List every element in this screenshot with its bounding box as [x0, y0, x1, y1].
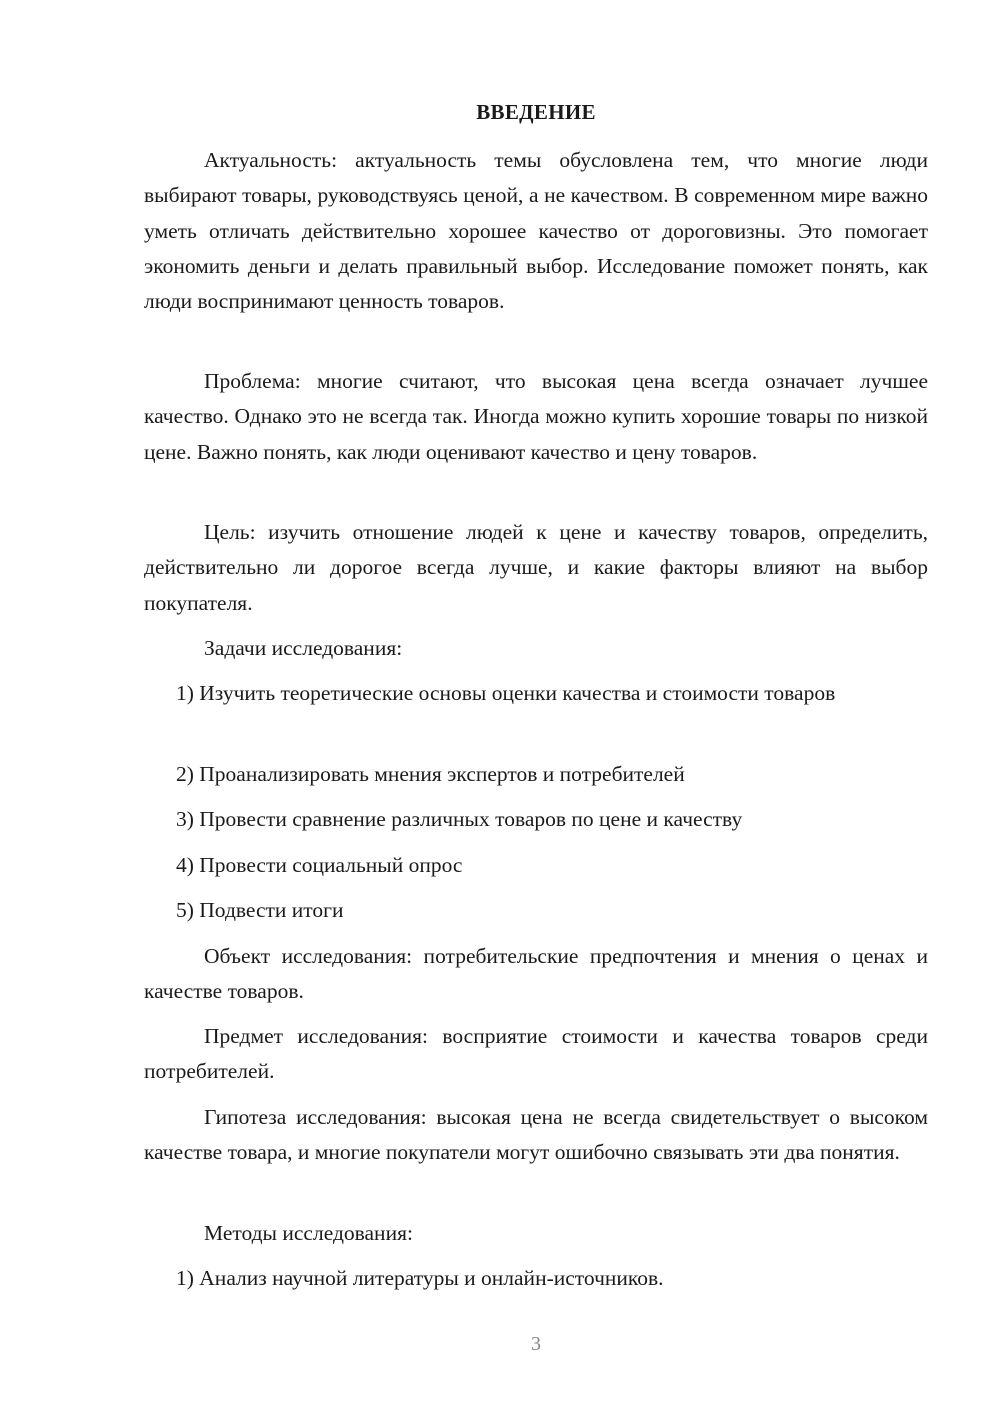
page-title: ВВЕДЕНИЕ [476, 100, 596, 124]
methods-title: Методы исследования: [204, 1221, 413, 1245]
paragraph-hypothesis: Гипотеза исследования: высокая цена не всегда свидетельствует о высоком качестве товара, и многие покупатели могут ошибочно связывать эти два понятия. [144, 1105, 928, 1165]
paragraph-subject: Предмет исследования: восприятие стоимости и качества товаров среди потребителей. [144, 1024, 928, 1084]
list-item-task-1: 1) Изучить теоретические основы оценки качества и стоимости товаров [176, 681, 836, 705]
tasks-title: Задачи исследования: [204, 636, 403, 660]
paragraph-goal: Цель: изучить отношение людей к цене и качеству товаров, определить, действительно ли дорогое всегда лучше, и какие факторы влияют на выбор покупателя. [144, 520, 928, 615]
paragraph-object: Объект исследования: потребительские предпочтения и мнения о ценах и качестве товаров. [144, 944, 928, 1004]
list-item-task-5: 5) Подвести итоги [176, 898, 344, 922]
page-number: 3 [531, 1333, 541, 1355]
list-item-task-3: 3) Провести сравнение различных товаров по цене и качеству [176, 807, 743, 831]
list-item-task-4: 4) Провести социальный опрос [176, 853, 463, 877]
list-item-method-1: 1) Анализ научной литературы и онлайн-источников. [176, 1266, 664, 1290]
list-item-task-2: 2) Проанализировать мнения экспертов и потребителей [176, 762, 685, 786]
paragraph-relevance: Актуальность: актуальность темы обусловлена тем, что многие люди выбирают товары, руководствуясь ценой, а не качеством. В современном мире важно уметь отличать действительно хорошее качество от дороговизны. Это помогает экономить деньги и делать правильный выбор. Исследование поможет понять, как люди воспринимают ценность товаров. [144, 148, 928, 314]
paragraph-problem: Проблема: многие считают, что высокая цена всегда означает лучшее качество. Однако это не всегда так. Иногда можно купить хорошие товары по низкой цене. Важно понять, как люди оценивают качество и цену товаров. [144, 369, 928, 464]
